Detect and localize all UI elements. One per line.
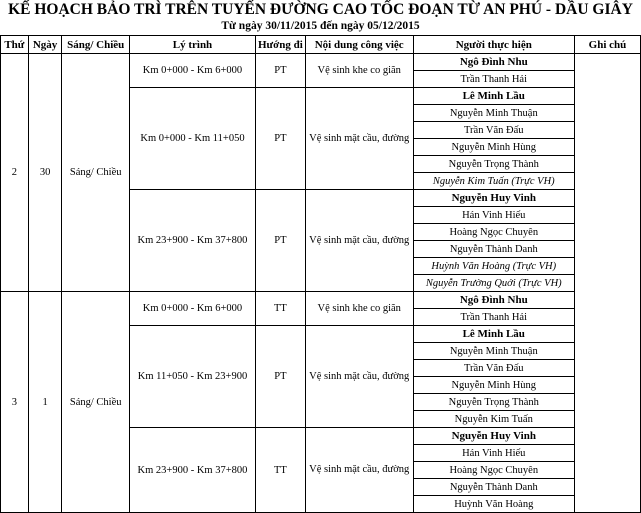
person: Trần Văn Đấu <box>413 360 574 377</box>
task-noi-dung: Vệ sinh khe co giãn <box>305 54 413 88</box>
header-row <box>1 36 641 54</box>
person: Lê Minh Lầu <box>413 326 574 343</box>
person: Ngô Đình Nhu <box>413 54 574 71</box>
person: Nguyễn Thành Danh <box>413 479 574 496</box>
day-thu: 3 <box>1 292 29 513</box>
task-noi-dung: Vệ sinh mặt cầu, đường <box>305 326 413 428</box>
task-noi-dung: Vệ sinh mặt cầu, đường <box>305 428 413 513</box>
person: Nguyễn Minh Hùng <box>413 139 574 156</box>
col-ly-trinh: Lý trình <box>129 36 255 54</box>
person: Hán Vinh Hiếu <box>413 445 574 462</box>
task-huong-di: PT <box>256 326 306 428</box>
table-row <box>1 54 641 71</box>
col-thu: Thứ <box>1 36 29 54</box>
col-noi-dung: Nội dung công việc <box>305 36 413 54</box>
person: Nguyễn Trọng Thành <box>413 156 574 173</box>
day-sang-chieu: Sáng/ Chiều <box>62 54 130 292</box>
person: Ngô Đình Nhu <box>413 292 574 309</box>
task-ly-trinh: Km 23+900 - Km 37+800 <box>129 190 255 292</box>
person: Trần Thanh Hải <box>413 309 574 326</box>
person: Hán Vinh Hiếu <box>413 207 574 224</box>
maintenance-table <box>0 35 641 513</box>
person: Huỳnh Văn Hoàng (Trực VH) <box>413 258 574 275</box>
person: Nguyễn Kim Tuấn <box>413 411 574 428</box>
task-noi-dung: Vệ sinh mặt cầu, đường <box>305 88 413 190</box>
day-ngay: 1 <box>28 292 62 513</box>
person: Nguyễn Huy Vinh <box>413 428 574 445</box>
task-ly-trinh: Km 0+000 - Km 6+000 <box>129 292 255 326</box>
person: Hoàng Ngọc Chuyên <box>413 224 574 241</box>
person: Nguyễn Kim Tuấn (Trực VH) <box>413 173 574 190</box>
table-row <box>1 292 641 309</box>
task-ly-trinh: Km 11+050 - Km 23+900 <box>129 326 255 428</box>
person: Nguyễn Thành Danh <box>413 241 574 258</box>
col-ghi-chu: Ghi chú <box>574 36 640 54</box>
task-ly-trinh: Km 0+000 - Km 11+050 <box>129 88 255 190</box>
day-sang-chieu: Sáng/ Chiều <box>62 292 130 513</box>
col-ngay: Ngày <box>28 36 62 54</box>
task-ly-trinh: Km 0+000 - Km 6+000 <box>129 54 255 88</box>
day-thu: 2 <box>1 54 29 292</box>
task-ly-trinh: Km 23+900 - Km 37+800 <box>129 428 255 513</box>
day-ngay: 30 <box>28 54 62 292</box>
task-noi-dung: Vệ sinh khe co giãn <box>305 292 413 326</box>
person: Lê Minh Lầu <box>413 88 574 105</box>
person: Nguyễn Minh Hùng <box>413 377 574 394</box>
task-huong-di: TT <box>256 428 306 513</box>
col-sang-chieu: Sáng/ Chiều <box>62 36 130 54</box>
person: Hoàng Ngọc Chuyên <box>413 462 574 479</box>
col-nguoi: Người thực hiện <box>413 36 574 54</box>
person: Nguyễn Minh Thuận <box>413 343 574 360</box>
person: Nguyễn Trường Quới (Trực VH) <box>413 275 574 292</box>
person: Nguyễn Trọng Thành <box>413 394 574 411</box>
task-huong-di: PT <box>256 88 306 190</box>
task-huong-di: PT <box>256 54 306 88</box>
task-huong-di: TT <box>256 292 306 326</box>
ghi-chu-cell <box>574 54 640 513</box>
person: Trần Văn Đấu <box>413 122 574 139</box>
task-noi-dung: Vệ sinh mặt cầu, đường <box>305 190 413 292</box>
col-huong-di: Hướng đi <box>256 36 306 54</box>
person: Trần Thanh Hải <box>413 71 574 88</box>
person: Nguyễn Minh Thuận <box>413 105 574 122</box>
person: Nguyễn Huy Vinh <box>413 190 574 207</box>
task-huong-di: PT <box>256 190 306 292</box>
person: Huỳnh Văn Hoàng <box>413 496 574 513</box>
date-range: Từ ngày 30/11/2015 đến ngày 05/12/2015 <box>221 20 420 32</box>
page-title: KẾ HOẠCH BẢO TRÌ TRÊN TUYẾN ĐƯỜNG CAO TỐC ĐOẠN TỪ AN PHÚ - DẦU GIÂY <box>8 1 633 18</box>
